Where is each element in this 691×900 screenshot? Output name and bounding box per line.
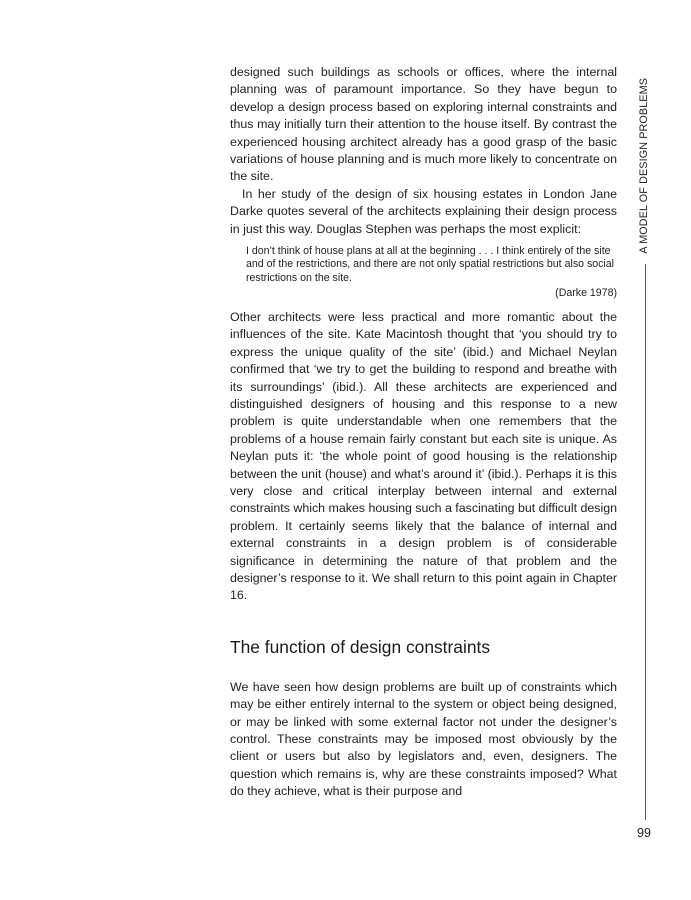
quote-citation: (Darke 1978) [555, 286, 617, 299]
paragraph-constraints: We have seen how design problems are built up of constraints which may be either entirely internal to the system or object being designed, or may be linked with some external factor not under the designer’s control. These constraints may be imposed most obviously by the client or users but also by legislators and, even, designers. The question which remains is, why are these constraints imposed? What do they achieve, what is their purpose and [230, 679, 617, 799]
section-heading: The function of design constraints [230, 636, 491, 657]
paragraph-site-influences: Other architects were less practical and more romantic about the influences of the site. Kate Macintosh thought that ‘you should try to express the unique quality of the site’ (ibid.) and Michael Neylan confirmed that ‘we try to get the building to respond and breathe with its surroundings’ (ibid.). All these architects are experienced and distinguished designers of housing and this response to a new problem is quite understandable when one remembers that the problems of a house remain fairly constant but each site is unique. As Neylan puts it: ‘the whole point of good housing is the relationship between the unit (house) and what’s around it’ (ibid.). Perhaps it is this very close and critical interplay between internal and external constraints which makes housing such a fascinating but difficult design problem. It certainly seems likely that the balance of internal and external constraints in a design problem is of considerable significance in determining the nature of that problem and the designer’s response to it. We shall return to this point again in Chapter 16. [230, 309, 617, 603]
running-header [638, 66, 652, 254]
main-text-column [230, 64, 617, 801]
margin-rule [645, 264, 646, 820]
page-number: 99 [637, 826, 651, 840]
quote-text: I don’t think of house plans at all at the beginning . . . I think entirely of the site and of the restrictions, and there are not only spatial restrictions but also social restrictions on the site. [246, 245, 615, 284]
paragraph-darke-study: In her study of the design of six housing estates in London Jane Darke quotes several of the architects explaining their design process in just this way. Douglas Stephen was perhaps the most explicit: [230, 186, 617, 236]
running-header-text: A MODEL OF DESIGN PROBLEMS [638, 78, 650, 254]
paragraph-continued: designed such buildings as schools or offices, where the internal planning was of paramount importance. So they have begun to develop a design process based on exploring internal constraints and thus may initially turn their attention to the house itself. By contrast the experienced housing architect already has a good grasp of the basic variations of house planning and is much more likely to concentrate on the site. [230, 65, 617, 184]
block-quote [246, 245, 617, 300]
